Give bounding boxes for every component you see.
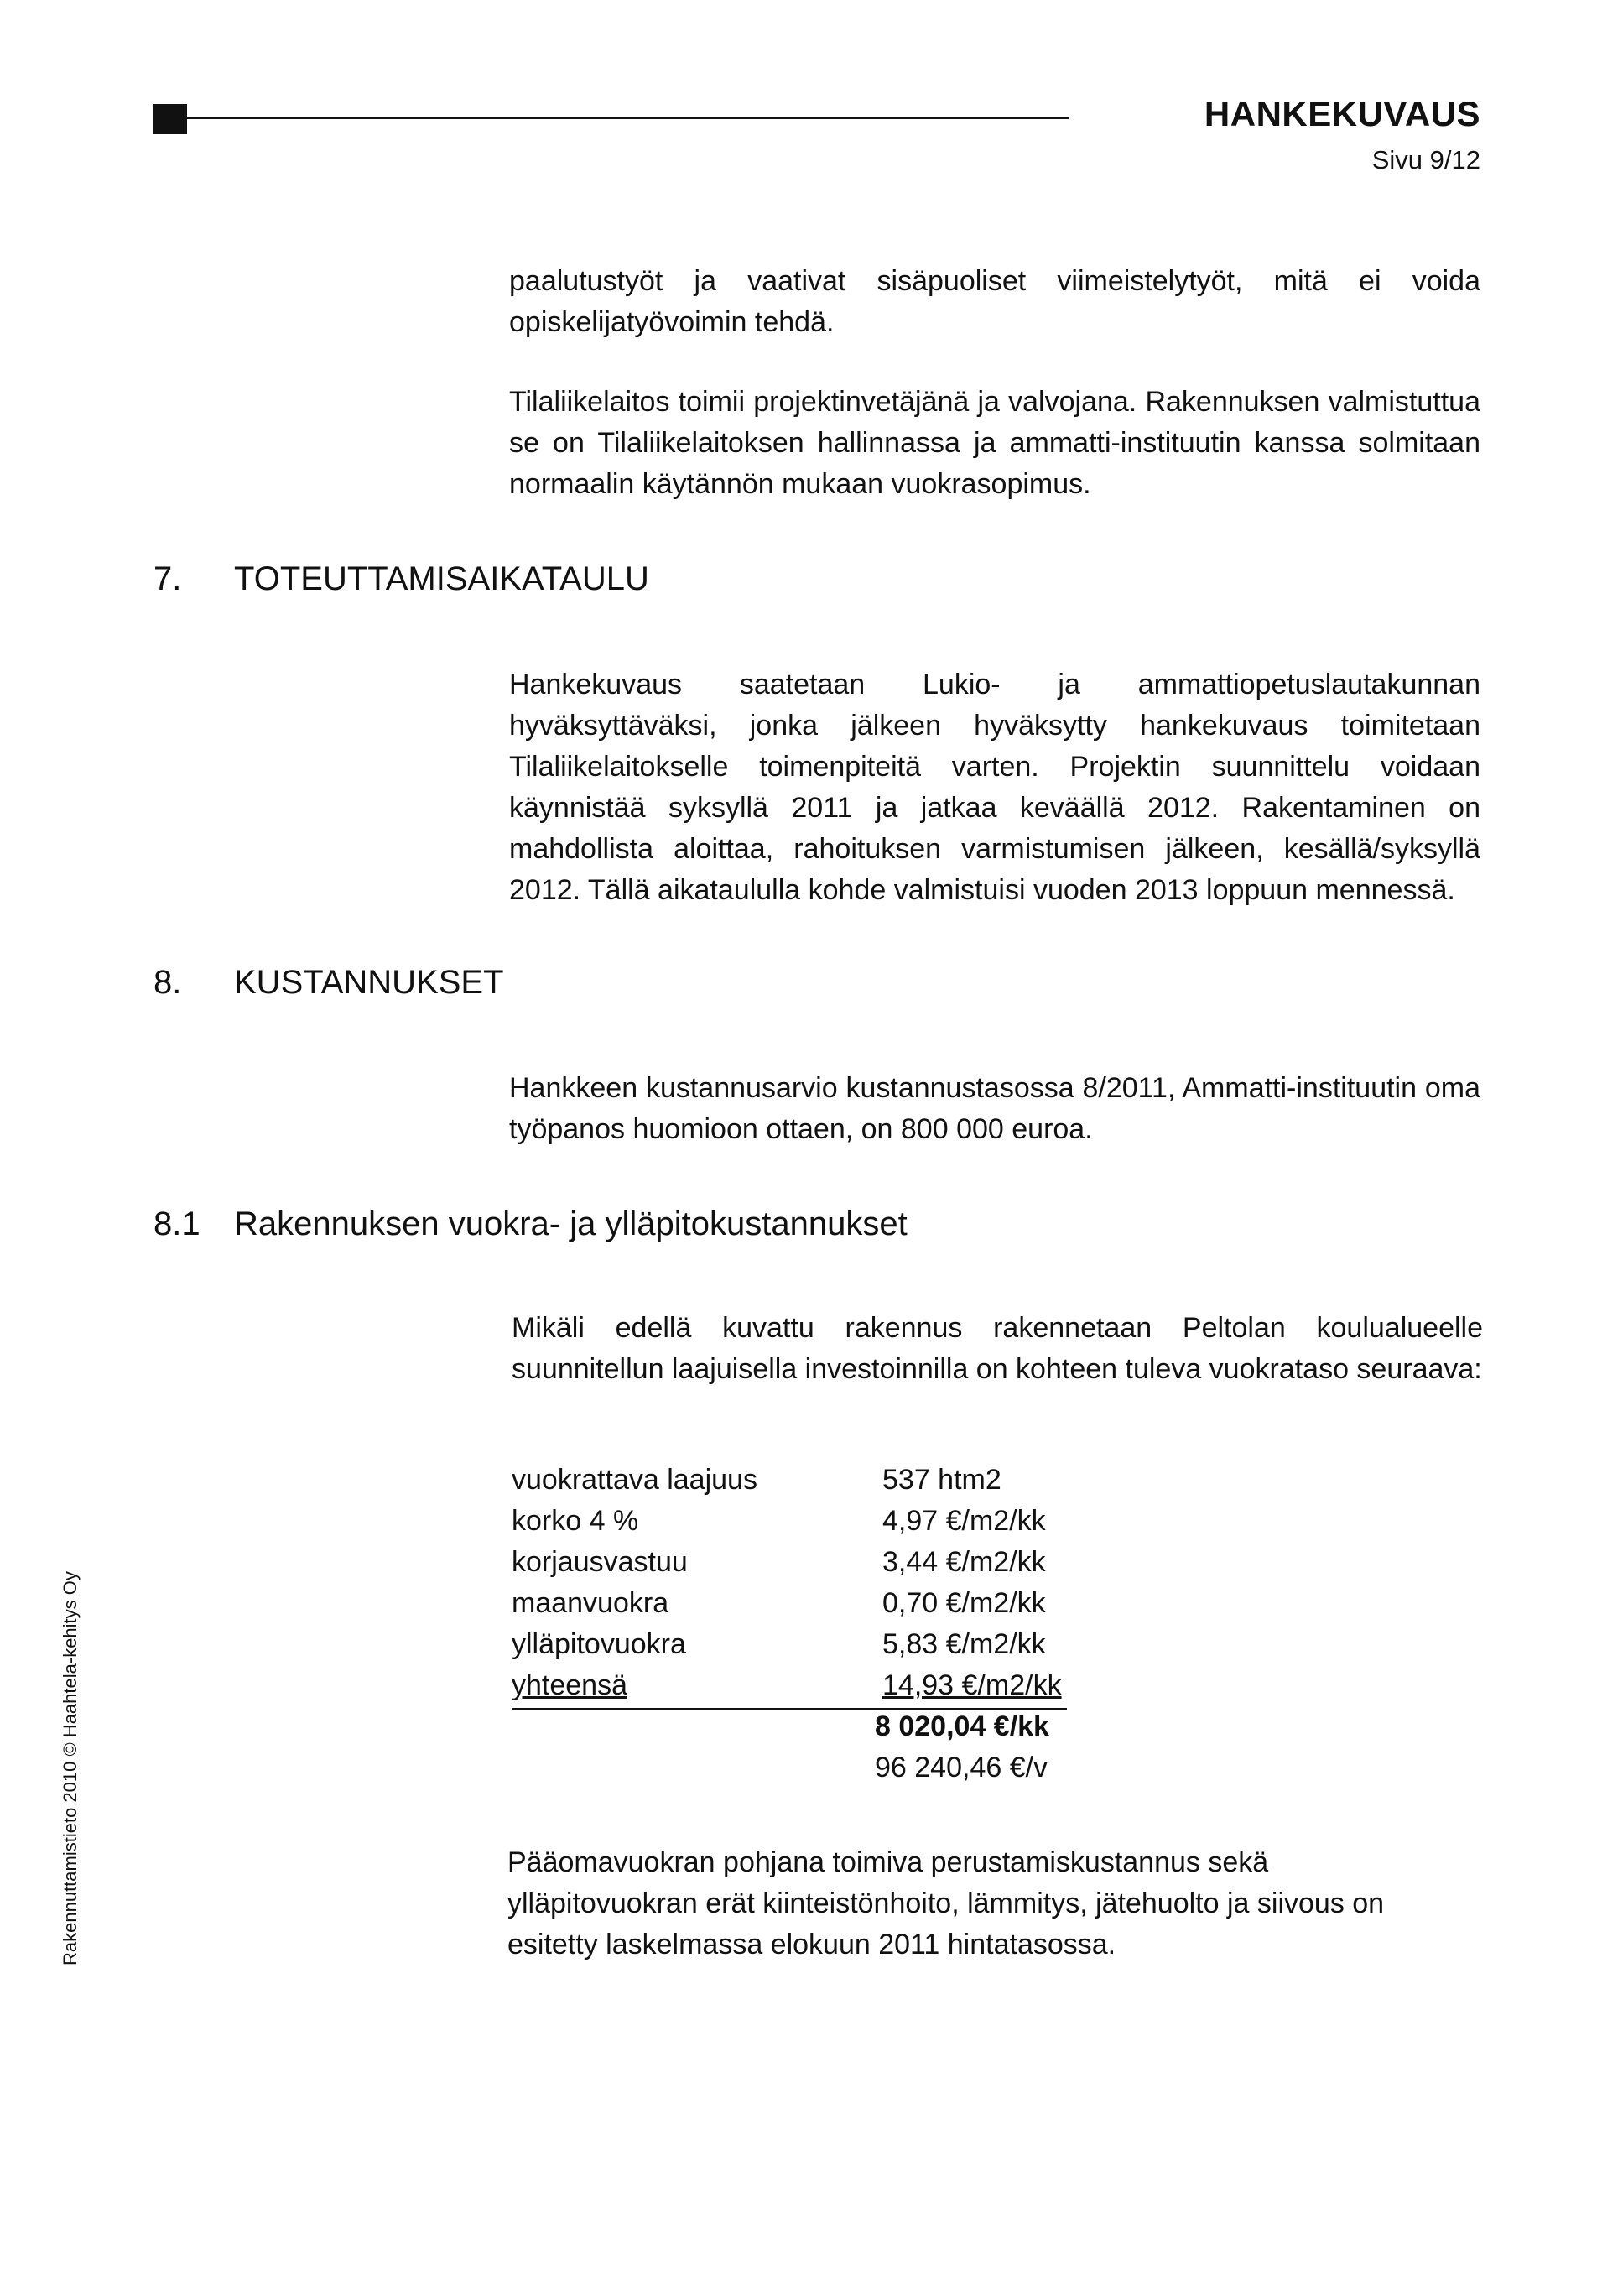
heading-number: 8.1 — [153, 1205, 200, 1242]
row-label: korjausvastuu — [512, 1546, 688, 1578]
heading-kustannukset — [153, 964, 504, 1002]
paragraph-rent-intro: Mikäli edellä kuvattu rakennus rakennetaan Peltolan koulualueelle suunnitellun laajuisella investoinnilla on kohteen tuleva vuokrataso seuraava: — [512, 1312, 1483, 1385]
table-row — [512, 1501, 1099, 1542]
paragraph-continued: paalutustyöt ja vaativat sisäpuoliset viimeistelytyöt, mitä ei voida opiskelijatyövoimin tehdä. — [509, 265, 1480, 338]
table-row-total-year — [512, 1747, 1099, 1788]
header-rule — [187, 117, 1069, 119]
table-row — [512, 1583, 1099, 1624]
table-row — [512, 1460, 1099, 1501]
total-year: 96 240,46 €/v — [875, 1752, 1048, 1783]
paragraph-cost-estimate: Hankkeen kustannusarvio kustannustasossa 8/2011, Ammatti-instituutin oma työpanos huomioon ottaen, on 800 000 euroa. — [509, 1072, 1480, 1145]
row-label: vuokrattava laajuus — [512, 1464, 757, 1496]
row-value: 3,44 €/m2/kk — [882, 1546, 1046, 1578]
row-value: 5,83 €/m2/kk — [882, 1628, 1046, 1660]
paragraph-tilaliikelaitos: Tilaliikelaitos toimii projektinvetäjänä ja valvojana. Rakennuksen valmistuttua se on Tilaliikelaitoksen hallinnassa ja ammatti-instituutin kanssa solmitaan normaalin käytännön mukaan vuokrasopimus. — [509, 386, 1480, 500]
row-value: 537 htm2 — [882, 1464, 1001, 1496]
row-value: 0,70 €/m2/kk — [882, 1587, 1046, 1619]
document-title: HANKEKUVAUS — [1204, 94, 1480, 133]
page-number: Sivu 9/12 — [1371, 145, 1480, 174]
row-value: 4,97 €/m2/kk — [882, 1505, 1046, 1537]
heading-text: TOTEUTTAMISAIKATAULU — [234, 560, 649, 597]
table-row-sum — [512, 1665, 1099, 1706]
header-square — [153, 104, 187, 134]
table-row — [512, 1542, 1099, 1583]
row-label: maanvuokra — [512, 1587, 669, 1619]
table-row-total-month — [512, 1706, 1099, 1747]
row-label: korko 4 % — [512, 1505, 639, 1537]
sum-rule — [512, 1708, 1067, 1710]
heading-toteuttamisaikataulu — [153, 560, 649, 598]
heading-number: 8. — [153, 964, 182, 1001]
heading-text: KUSTANNUKSET — [234, 964, 504, 1001]
paragraph-schedule: Hankekuvaus saatetaan Lukio- ja ammattiopetuslautakunnan hyväksyttäväksi, jonka jälkeen hyväksytty hankekuvaus toimitetaan Tilaliikelaitokselle toimenpiteitä varten. Projektin suunnittelu voidaan käynnistää syksyllä 2011 ja jatkaa keväällä 2012. Rakentaminen on mahdollista aloittaa, rahoituksen varmistumisen jälkeen, kesällä/syksyllä 2012. Tällä aikataululla kohde valmistuisi vuoden 2013 loppuun mennessä. — [509, 669, 1480, 906]
copyright-sidebar: Rakennuttamistieto 2010 © Haahtela-kehitys Oy — [60, 1571, 81, 1965]
heading-rent-costs — [153, 1205, 908, 1243]
heading-text: Rakennuksen vuokra- ja ylläpitokustannukset — [234, 1205, 908, 1242]
total-month: 8 020,04 €/kk — [875, 1710, 1049, 1742]
heading-number: 7. — [153, 560, 182, 597]
table-row — [512, 1624, 1099, 1665]
row-value: 14,93 €/m2/kk — [882, 1669, 1062, 1701]
row-label: ylläpitovuokra — [512, 1628, 686, 1660]
rent-table — [512, 1460, 1099, 1788]
paragraph-basis: Pääomavuokran pohjana toimiva perustamiskustannus sekä ylläpitovuokran erät kiinteistönhoito, lämmitys, jätehuolto ja siivous on esitetty laskelmassa elokuun 2011 hintatasossa. — [507, 1846, 1385, 1960]
row-label: yhteensä — [512, 1669, 627, 1701]
